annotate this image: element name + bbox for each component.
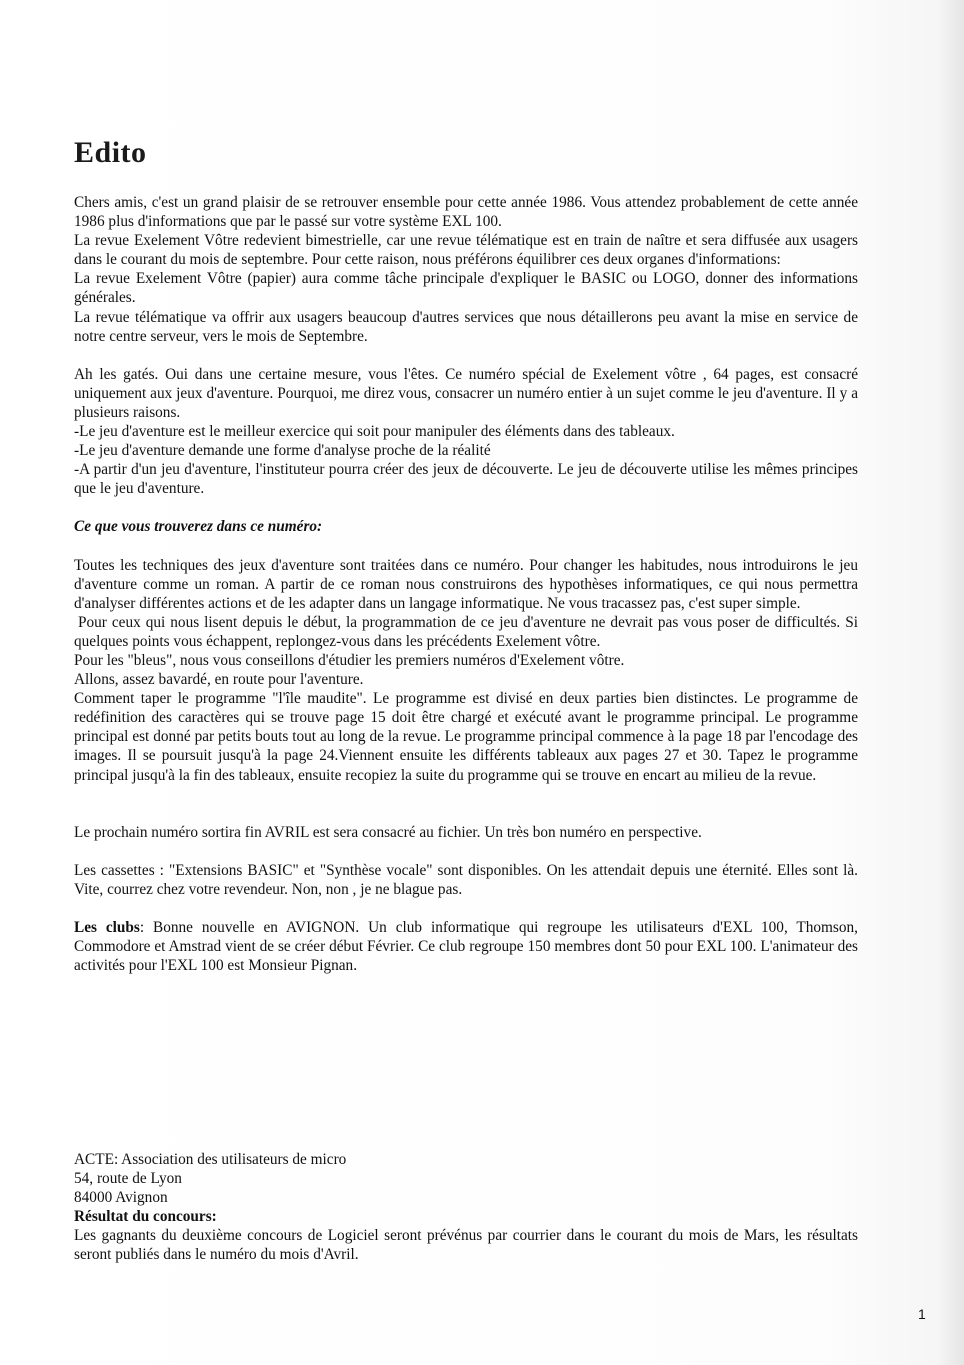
paragraph-clubs <box>74 918 858 975</box>
clubs-text: : Bonne nouvelle en AVIGNON. Un club informatique qui regroupe les utilisateurs d'EXL 100, Thomson, Commodore et Amstrad vient de se créer début Février. Ce club regroupe 150 membres dont 50 pour EXL 100. L'animateur des activités pour l'EXL 100 est Monsieur Pignan. <box>74 918 859 975</box>
contest-text: Les gagnants du deuxième concours de Logiciel seront prévénus par courrier dans le courant du mois de Mars, les résultats seront publiés dans le numéro du mois d'Avril. <box>74 1227 858 1264</box>
paragraph: -Le jeu d'aventure est le meilleur exercice qui soit pour manipuler des éléments dans des tableaux. <box>74 423 675 441</box>
paragraph: Allons, assez bavardé, en route pour l'aventure. <box>74 671 364 689</box>
paragraph: Pour les "bleus", nous vous conseillons d'étudier les premiers numéros d'Exelement vôtre. <box>74 651 625 669</box>
paragraph: Pour ceux qui nous lisent depuis le début, la programmation de ce jeu d'aventure ne devrait pas vous poser de difficultés. Si quelques points vous échappent, replongez-vous dans les précédents Exelement vôtre. <box>74 613 858 650</box>
clubs-label: Les clubs <box>74 918 140 936</box>
paragraph: Ah les gatés. Oui dans une certaine mesure, vous l'êtes. Ce numéro spécial de Exelement vôtre , 64 pages, est consacré uniquement aux jeux d'aventure. Pourquoi, me direz vous, consacrer un numéro entier à un sujet comme le jeu d'aventure. Il y a plusieurs raisons. <box>74 365 858 421</box>
paragraph: La revue Exelement Vôtre redevient bimestrielle, car une revue télématique est en train de naître et sera diffusée aux usagers dans le courant du mois de septembre. Pour cette raison, nous préférons équilibrer ces deux organes d'informations: <box>74 232 858 269</box>
paragraph: Comment taper le programme "l'île maudite". Le programme est divisé en deux parties bien distinctes. Le programme de redéfinition des caractères qui se trouve page 15 doit être chargé et exécuté avant le programme principal. Le programme principal est donné par petits bouts tout au long de la revue. Le programme principal commence à la page 18 par l'encodage des images. Il se poursuit jusqu'à la page 24.Viennent ensuite les différents tableaux aux pages 27 et 30. Tapez le programme principal jusqu'à la fin des tableaux, ensuite recopiez la suite du programme qui se trouve en encart au milieu de la revue. <box>74 690 858 784</box>
paragraph: Les cassettes : "Extensions BASIC" et "Synthèse vocale" sont disponibles. On les attendait depuis une éternité. Elles sont là. Vite, courrez chez votre revendeur. Non, non , je ne blague pas. <box>74 861 858 898</box>
paragraph: Toutes les techniques des jeux d'aventure sont traitées dans ce numéro. Pour changer les habitudes, nous introduirons le jeu d'aventure comme un roman. A partir de ce roman nous construirons des hypothèses informatiques, ce qui nous permettra d'analyser différentes actions et de les adapter dans un langage informatique. Ne vous tracassez pas, c'est super simple. <box>74 556 858 612</box>
page-number: 1 <box>918 1306 926 1322</box>
address-line: 54, route de Lyon <box>74 1170 182 1188</box>
section-subheading: Ce que vous trouverez dans ce numéro: <box>74 518 323 536</box>
paragraph: La revue Exelement Vôtre (papier) aura comme tâche principale d'expliquer le BASIC ou LOGO, donner des informations générales. <box>74 270 858 307</box>
page-title: Edito <box>74 136 147 169</box>
paragraph: -Le jeu d'aventure demande une forme d'analyse proche de la réalité <box>74 442 491 460</box>
address-line: 84000 Avignon <box>74 1189 168 1207</box>
paragraph: Chers amis, c'est un grand plaisir de se retrouver ensemble pour cette année 1986. Vous attendez probablement de cette année 1986 plus d'informations que par le passé sur votre système EXL 100. <box>74 194 858 231</box>
contest-heading: Résultat du concours: <box>74 1208 217 1226</box>
paragraph: Le prochain numéro sortira fin AVRIL est sera consacré au fichier. Un très bon numéro en perspective. <box>74 823 702 841</box>
editorial-body <box>74 193 858 975</box>
address-block <box>74 1150 858 1265</box>
paragraph: -A partir d'un jeu d'aventure, l'instituteur pourra créer des jeux de découverte. Le jeu de découverte utilise les mêmes principes que le jeu d'aventure. <box>74 461 858 498</box>
paragraph: La revue télématique va offrir aux usagers beaucoup d'autres services que nous détaillerons peu avant la mise en service de notre centre serveur, vers le mois de Septembre. <box>74 308 858 345</box>
address-line: ACTE: Association des utilisateurs de micro <box>74 1151 347 1168</box>
page-edge-shadow <box>938 0 964 1365</box>
